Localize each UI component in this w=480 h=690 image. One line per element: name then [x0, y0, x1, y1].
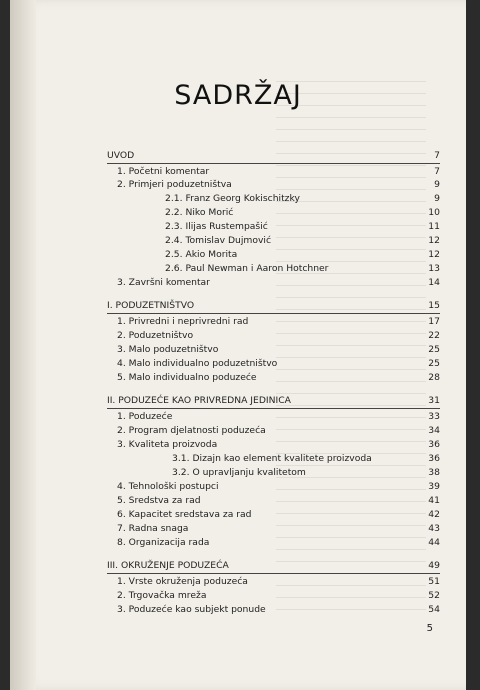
toc-entry: 3.2. O upravljanju kvalitetom 38 — [172, 467, 440, 478]
toc-entry: 1. Vrste okruženja poduzeća 51 — [117, 576, 440, 587]
toc-entry: 2.1. Franz Georg Kokischitzky 9 — [165, 193, 440, 204]
section-rule — [107, 313, 440, 314]
section-rule — [107, 573, 440, 574]
toc-entry: UVOD 7 — [107, 150, 440, 161]
toc-entry: 1. Poduzeće 33 — [117, 411, 440, 422]
toc-entry: III. OKRUŽENJE PODUZEĆA 49 — [107, 560, 440, 571]
toc-entry: 4. Tehnološki postupci 39 — [117, 481, 440, 492]
toc-entry: 6. Kapacitet sredstava za rad 42 — [117, 509, 440, 520]
toc-entry: 2. Program djelatnosti poduzeća 34 — [117, 425, 440, 436]
toc-entry: 2. Trgovačka mreža 52 — [117, 590, 440, 601]
section-rule — [107, 408, 440, 409]
toc-entry: 2.2. Niko Morić 10 — [165, 207, 440, 218]
book-page — [10, 0, 466, 690]
toc-entry: 3. Završni komentar 14 — [117, 277, 440, 288]
toc-entry: 3. Poduzeće kao subjekt ponude 54 — [117, 604, 440, 615]
toc-entry: 2.3. Ilijas Rustempašić 11 — [165, 221, 440, 232]
toc-entry: 2. Poduzetništvo 22 — [117, 330, 440, 341]
toc-entry: 2. Primjeri poduzetništva 9 — [117, 179, 440, 190]
toc-entry: 2.5. Akio Morita 12 — [165, 249, 440, 260]
toc-entry: 4. Malo individualno poduzetništvo 25 — [117, 358, 440, 369]
toc-entry: 7. Radna snaga 43 — [117, 523, 440, 534]
toc-entry: 5. Sredstva za rad 41 — [117, 495, 440, 506]
toc-entry: 1. Početni komentar 7 — [117, 166, 440, 177]
toc-entry: 3.1. Dizajn kao element kvalitete proizvoda 36 — [172, 453, 440, 464]
toc-entry: 5. Malo individualno poduzeće 28 — [117, 372, 440, 383]
table-of-contents — [10, 0, 466, 690]
section-rule — [107, 163, 440, 164]
page-title: SADRŽAJ — [174, 80, 302, 111]
toc-entry: II. PODUZEĆE KAO PRIVREDNA JEDINICA 31 — [107, 395, 440, 406]
toc-entry: 8. Organizacija rada 44 — [117, 537, 440, 548]
toc-entry: 1. Privredni i neprivredni rad 17 — [117, 316, 440, 327]
toc-entry: 2.4. Tomislav Dujmović 12 — [165, 235, 440, 246]
page-number: 5 — [426, 623, 433, 634]
toc-entry: 2.6. Paul Newman i Aaron Hotchner 13 — [165, 263, 440, 274]
toc-entry: 3. Kvaliteta proizvoda 36 — [117, 439, 440, 450]
toc-entry: I. PODUZETNIŠTVO 15 — [107, 300, 440, 311]
toc-entry: 3. Malo poduzetništvo 25 — [117, 344, 440, 355]
